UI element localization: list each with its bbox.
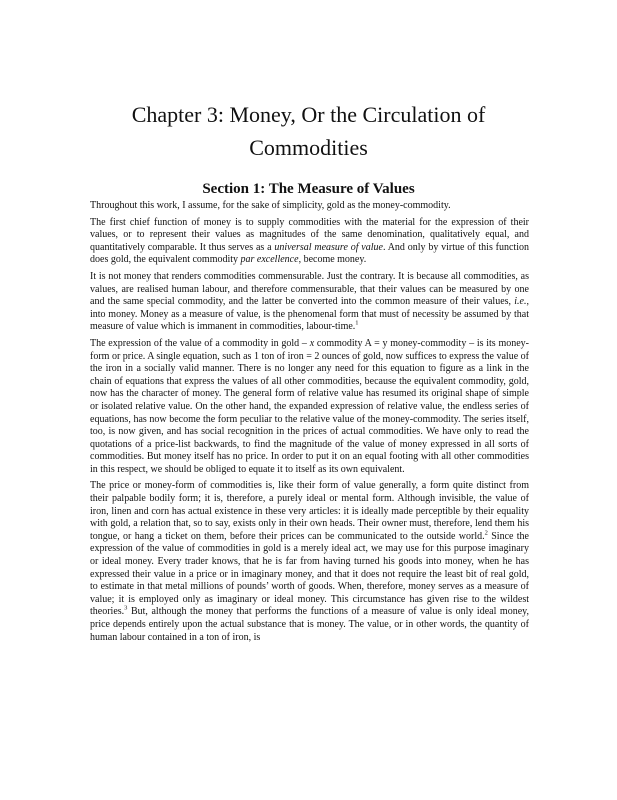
paragraph-4: The expression of the value of a commodity in gold – x commodity A = y money-commodity – is its money-form or price. A single equation, such as 1 ton of iron = 2 ounces of gold, now suffices to express the value of the iron in a socially valid manner. There is no longer any need for this equation to figure as a link in the chain of equations that express the values of all other commodities, because the equivalent commodity, gold, now has the character of money. The general form of relative value has resumed its original shape of simple or isolated relative value. On the other hand, the expanded expression of relative value, the endless series of equations, has now become the form peculiar to the relative value of the money-commodity. The series itself, too, is now given, and has social recognition in the prices of actual commodities. We have only to read the quotations of a price-list backwards, to find the magnitude of the value of money expressed in all sorts of commodities. But money itself has no price. In order to put it on an equal footing with all other commodities in this respect, we should be obliged to equate it to itself as its own equivalent.: [90, 337, 529, 475]
paragraph-3: It is not money that renders commodities commensurable. Just the contrary. It is because all commodities, as values, are realised human labour, and therefore commensurable, that their values can be measured by one and the same special commodity, and the latter be converted into the common measure of their values, i.e., into money. Money as a measure of value, is the phenomenal form that must of necessity be assumed by that measure of value which is immanent in commodities, labour-time.$^1$: [90, 270, 529, 333]
emphasis-x: x: [309, 337, 315, 349]
emphasis-ie: i.e.: [514, 296, 527, 308]
footnote-ref-2[interactable]: 2: [484, 529, 488, 537]
emphasis-universal-measure: universal measure of value: [274, 241, 383, 253]
section-title: Section 1: The Measure of Values: [202, 181, 415, 197]
footnote-ref-1[interactable]: 1: [355, 320, 359, 328]
emphasis-par-excellence: par excellence: [240, 254, 299, 266]
chapter-title-line-1: Chapter 3: Money, Or the Circulation of: [131, 102, 486, 127]
chapter-title-line-2: Commodities: [249, 135, 368, 160]
paragraph-2: The first chief function of money is to supply commodities with the material for the expression of their values, or to represent their values as magnitudes of the same denomination, qualitatively equal, and quantitatively comparable. It thus serves as a universal measure of value. And only by virtue of this function does gold, the equivalent commodity par excellence, become money.: [90, 216, 529, 266]
paragraph-5: The price or money-form of commodities is, like their form of value generally, a form quite distinct from their palpable bodily form; it is, therefore, a purely ideal or mental form. Although invisible, the value of iron, linen and corn has actual existence in these very articles: it is ideally made perceptible by their equality with gold, a relation that, so to say, exists only in their own heads. Their owner must, therefore, lend them his tongue, or hang a ticket on them, before their prices can be communicated to the outside world.$^2$ Since the expression of the value of commodities in gold is a merely ideal act, we may use for this purpose imaginary or ideal money. Every trader knows, that he is far from having turned his goods into money, when he has expressed their value in a price or in imaginary money, and that it does not require the least bit of real gold, to estimate in that metal millions of pounds’ worth of goods. When, therefore, money serves as a measure of value; it is employed only as imaginary or ideal money. This circumstance has given rise to the wildest theories.$^3$ But, although the money that performs the functions of a measure of value is only ideal money, price depends entirely upon the actual substance that is money. The value, or in other words, the quantity of human labour contained in a ton of iron, is: [90, 480, 529, 643]
footnote-ref-3[interactable]: 3: [124, 605, 128, 613]
body-text: [90, 200, 529, 648]
chapter-title: [60, 98, 557, 164]
paragraph-1: Throughout this work, I assume, for the sake of simplicity, gold as the money-commodity.: [90, 200, 451, 211]
